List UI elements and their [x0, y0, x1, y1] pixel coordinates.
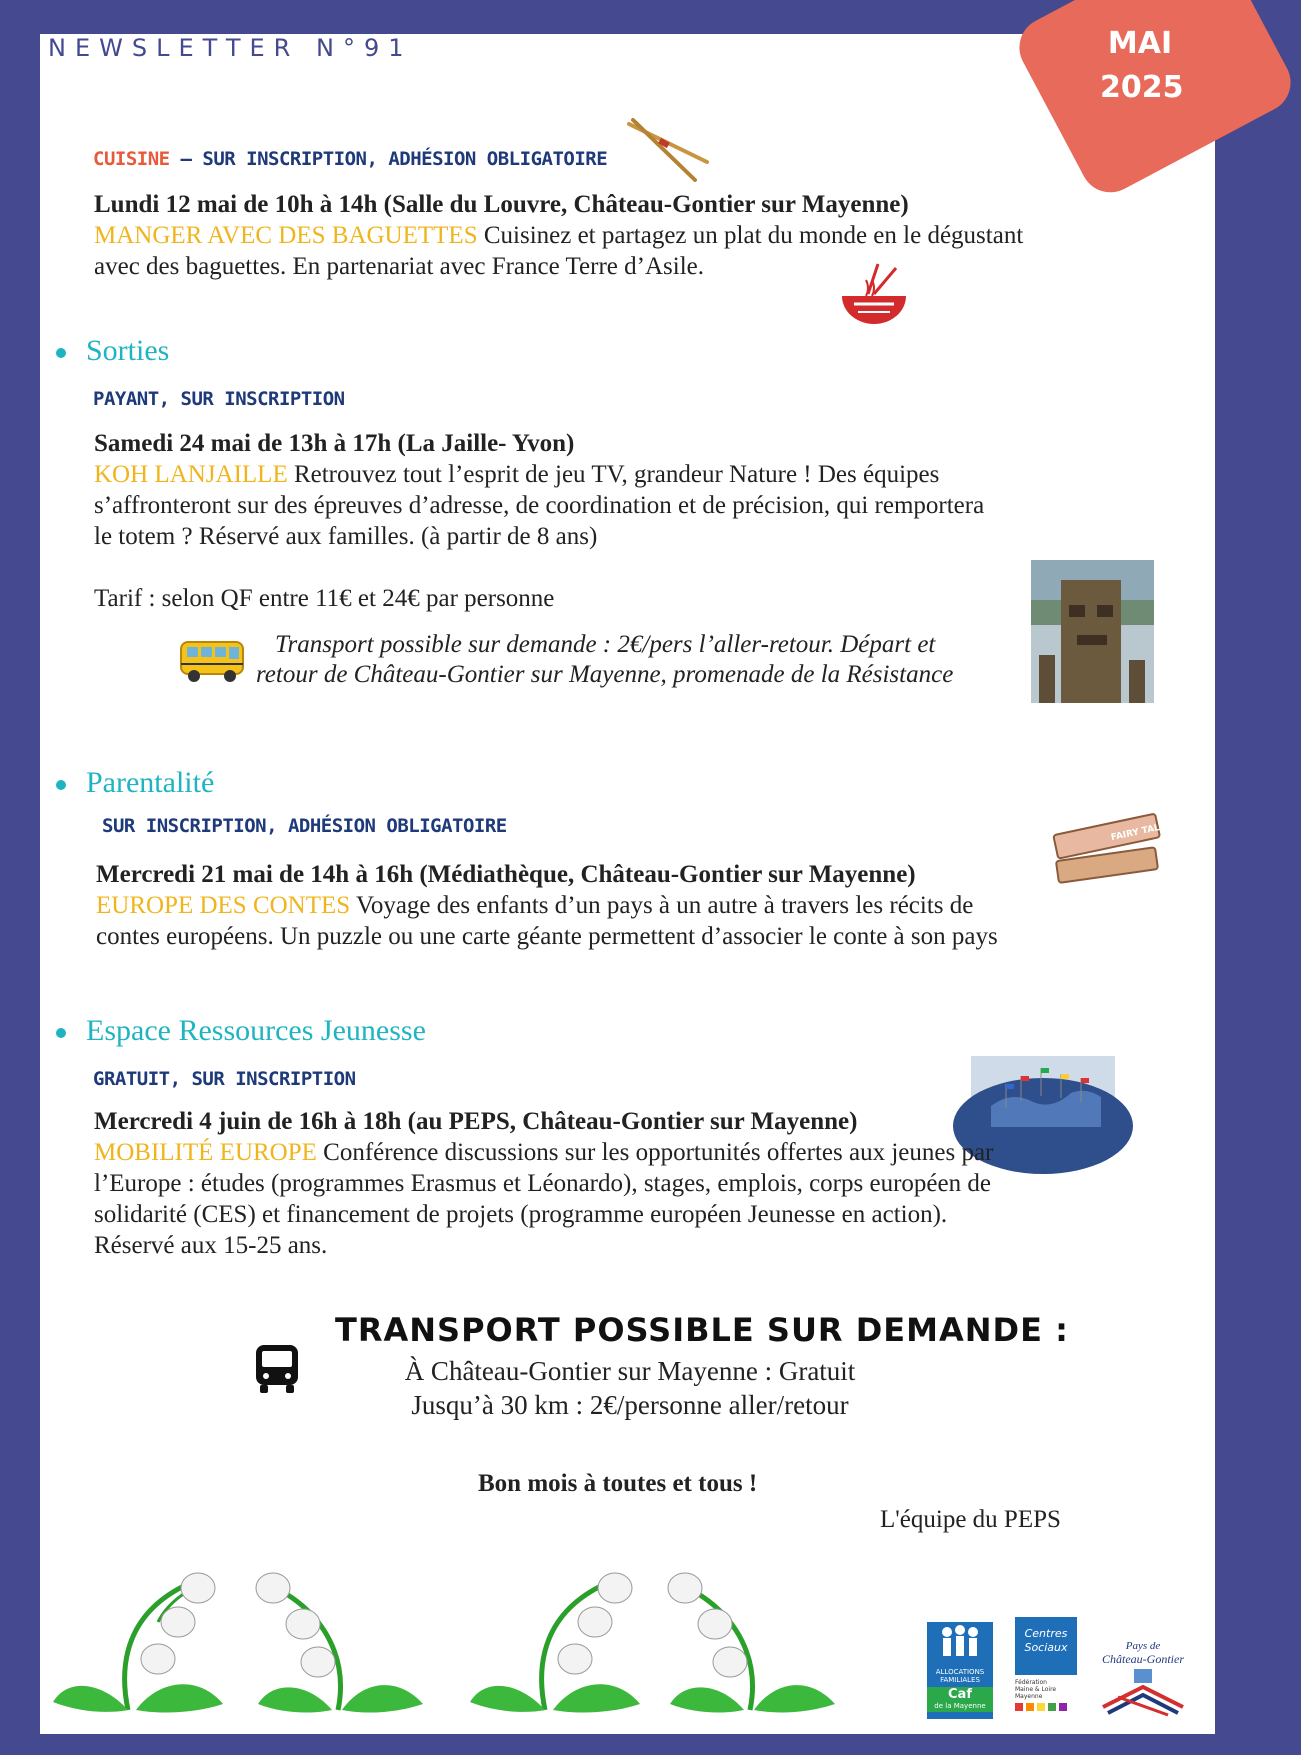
sorties-heading: Sorties: [86, 334, 170, 367]
sorties-desc-line2: s’affronteront sur des épreuves d’adresse, de coordination et de précision, qui remportera: [94, 492, 985, 519]
parentalite-tag: SUR INSCRIPTION, ADHÉSION OBLIGATOIRE: [102, 815, 507, 837]
cuisine-title: MANGER AVEC DES BAGUETTES: [94, 222, 478, 249]
sorties-desc1: Retrouvez tout l’esprit de jeu TV, grandeur Nature ! Des équipes: [287, 461, 940, 488]
parentalite-desc-line1: [96, 892, 973, 920]
cuisine-date: Lundi 12 mai de 10h à 14h (Salle du Louvre, Château-Gontier sur Mayenne): [94, 191, 909, 218]
jeunesse-desc-line4: Réservé aux 15-25 ans.: [94, 1232, 328, 1259]
sorties-tag: PAYANT, SUR INSCRIPTION: [93, 388, 345, 410]
jeunesse-desc1: Conférence discussions sur les opportunités offertes aux jeunes par: [316, 1139, 994, 1166]
cuisine-tag-rest: – SUR INSCRIPTION, ADHÉSION OBLIGATOIRE: [169, 148, 608, 170]
section-jeunesse: [56, 1014, 426, 1048]
pays-text-2: Château-Gontier: [1102, 1652, 1184, 1666]
parentalite-date: Mercredi 21 mai de 14h à 16h (Médiathèque, Château-Gontier sur Mayenne): [96, 861, 916, 888]
pays-text-1: Pays de: [1125, 1640, 1161, 1652]
cs-text-2: Sociaux: [1024, 1641, 1068, 1654]
caf-text-3: Caf: [948, 1687, 972, 1702]
section-sorties: [56, 334, 169, 368]
fairy-tales-books-icon: [1048, 808, 1174, 884]
bullet-icon: [56, 348, 66, 358]
bus-icon: [254, 1343, 300, 1395]
centres-sociaux-logo: [1015, 1617, 1077, 1723]
europe-map-photo: [971, 1056, 1115, 1134]
cuisine-desc-line1: [94, 222, 1023, 250]
bullet-icon: [56, 1028, 66, 1038]
cs-text-1: Centres: [1024, 1627, 1068, 1640]
cs-text-5: Mayenne: [1015, 1693, 1043, 1700]
jeunesse-desc-line2: l’Europe : études (programmes Erasmus et Léonardo), stages, emplois, corps européen de: [94, 1170, 991, 1197]
sorties-desc-line1: [94, 461, 939, 489]
jeunesse-date: Mercredi 4 juin de 16h à 18h (au PEPS, Château-Gontier sur Mayenne): [94, 1108, 858, 1135]
parentalite-desc-line2: contes européens. Un puzzle ou une carte géante permettent d’associer le conte à son pays: [96, 923, 998, 950]
cuisine-desc-line2: avec des baguettes. En partenariat avec France Terre d’Asile.: [94, 253, 704, 280]
noodle-bowl-icon: [838, 262, 910, 334]
pays-chateau-gontier-logo: [1093, 1640, 1193, 1725]
cs-text-4: Maine & Loire: [1015, 1686, 1057, 1693]
school-bus-icon: [178, 636, 246, 684]
cuisine-tag: [93, 148, 607, 170]
badge-month: MAI: [1107, 26, 1173, 61]
greeting: Bon mois à toutes et tous !: [478, 1470, 758, 1497]
pays-emblem-icon: [1098, 1667, 1188, 1717]
section-parentalite: [56, 766, 214, 800]
jeunesse-tag: GRATUIT, SUR INSCRIPTION: [93, 1068, 356, 1090]
sorties-tarif: Tarif : selon QF entre 11€ et 24€ par personne: [94, 585, 555, 612]
transport-line2: Jusqu’à 30 km : 2€/personne aller/retour: [411, 1390, 849, 1420]
sorties-transport-line2: retour de Château-Gontier sur Mayenne, promenade de la Résistance: [256, 661, 954, 688]
jeunesse-desc-line3: solidarité (CES) et financement de projets (programme européen Jeunesse en action).: [94, 1201, 948, 1228]
jeunesse-heading: Espace Ressources Jeunesse: [86, 1014, 426, 1047]
newsletter-number: NEWSLETTER N°91: [48, 34, 413, 62]
month-badge-text: [1100, 22, 1184, 110]
lily-flower-icon: [228, 1562, 438, 1712]
caf-logo: [927, 1622, 993, 1719]
lily-flower-icon: [640, 1562, 850, 1712]
totem-photo: [1031, 560, 1154, 703]
sorties-title: KOH LANJAILLE: [94, 461, 288, 488]
chopsticks-icon: [625, 118, 710, 183]
cs-text-3: Fédération: [1015, 1679, 1047, 1686]
sorties-date: Samedi 24 mai de 13h à 17h (La Jaille- Yvon): [94, 430, 575, 457]
lily-flower-icon: [48, 1562, 258, 1712]
transport-title: TRANSPORT POSSIBLE SUR DEMANDE :: [335, 1311, 1069, 1349]
parentalite-heading: Parentalité: [86, 766, 215, 799]
sorties-transport-line1: Transport possible sur demande : 2€/pers l’aller-retour. Départ et: [275, 631, 936, 658]
badge-year: 2025: [1100, 70, 1184, 105]
bullet-icon: [56, 780, 66, 790]
jeunesse-desc-line1: [94, 1139, 993, 1167]
sorties-desc-line3: le totem ? Réservé aux familles. (à partir de 8 ans): [94, 523, 598, 550]
parentalite-desc1: Voyage des enfants d’un pays à un autre à travers les récits de: [350, 892, 974, 919]
book-label: FAIRY TALES: [1110, 820, 1174, 844]
cuisine-desc1: Cuisinez et partagez un plat du monde en le dégustant: [477, 222, 1024, 249]
jeunesse-title: MOBILITÉ EUROPE: [94, 1139, 317, 1166]
transport-line1: À Château-Gontier sur Mayenne : Gratuit: [404, 1356, 856, 1386]
caf-text-1: ALLOCATIONS: [935, 1668, 985, 1676]
signature: L'équipe du PEPS: [880, 1506, 1061, 1533]
caf-family-icon: [927, 1622, 993, 1664]
cuisine-label: CUISINE: [93, 148, 170, 170]
parentalite-title: EUROPE DES CONTES: [96, 892, 351, 919]
caf-text-4: de la Mayenne: [934, 1702, 986, 1710]
caf-text-2: FAMILIALES: [940, 1676, 980, 1684]
